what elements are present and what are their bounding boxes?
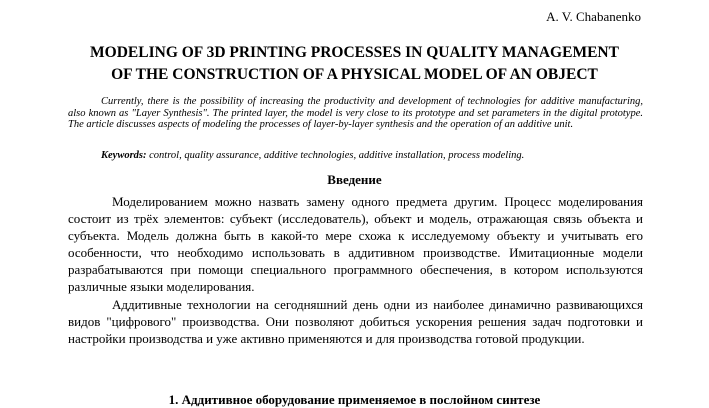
- body-text: [68, 193, 643, 347]
- keywords-text: control, quality assurance, additive technologies, additive installation, process modeling.: [146, 150, 525, 161]
- title-line-2: OF THE CONSTRUCTION OF A PHYSICAL MODEL OF AN OBJECT: [111, 66, 598, 83]
- keywords: [101, 150, 524, 162]
- section-heading-introduction: Введение: [327, 172, 382, 187]
- paper-title: [50, 42, 659, 86]
- body-paragraph-2: Аддитивные технологии на сегодняшний день одни из наиболее динамично развивающихся видов "цифрового" производства. Они позволяют добиться ускорения решения задач подготовки и настройки производства и уже активно применяются и для производства готовой продукции.: [68, 296, 643, 346]
- author-name: A. V. Chabanenko: [546, 9, 641, 24]
- abstract: [68, 96, 643, 131]
- section-heading-1: 1. Аддитивное оборудование применяемое в послойном синтезе: [168, 392, 541, 407]
- abstract-text: Currently, there is the possibility of increasing the productivity and development of technologies for additive manufacturing, also known as "Layer Synthesis". The printed layer, the model is very close to its prototype and set parameters in the digital prototype. The article discusses aspects of modeling the processes of layer-by-layer synthesis and the operation of an additive unit.: [68, 96, 643, 131]
- keywords-label: Keywords:: [101, 150, 147, 161]
- body-paragraph-1: Моделированием можно назвать замену одного предмета другим. Процесс моделирования состоит из трёх элементов: субъект (исследователь), объект и модель, отражающая связь объекта и субъекта. Модель должна быть в какой-то мере схожа к исследуемому объекту и учитывать его особенности, что необходимо использовать в аддитивном производстве. Имитационные модели разрабатываются при помощи специального программного обеспечения, в котором используются различные языки моделирования.: [68, 194, 643, 295]
- title-line-1: MODELING OF 3D PRINTING PROCESSES IN QUALITY MANAGEMENT: [90, 44, 619, 61]
